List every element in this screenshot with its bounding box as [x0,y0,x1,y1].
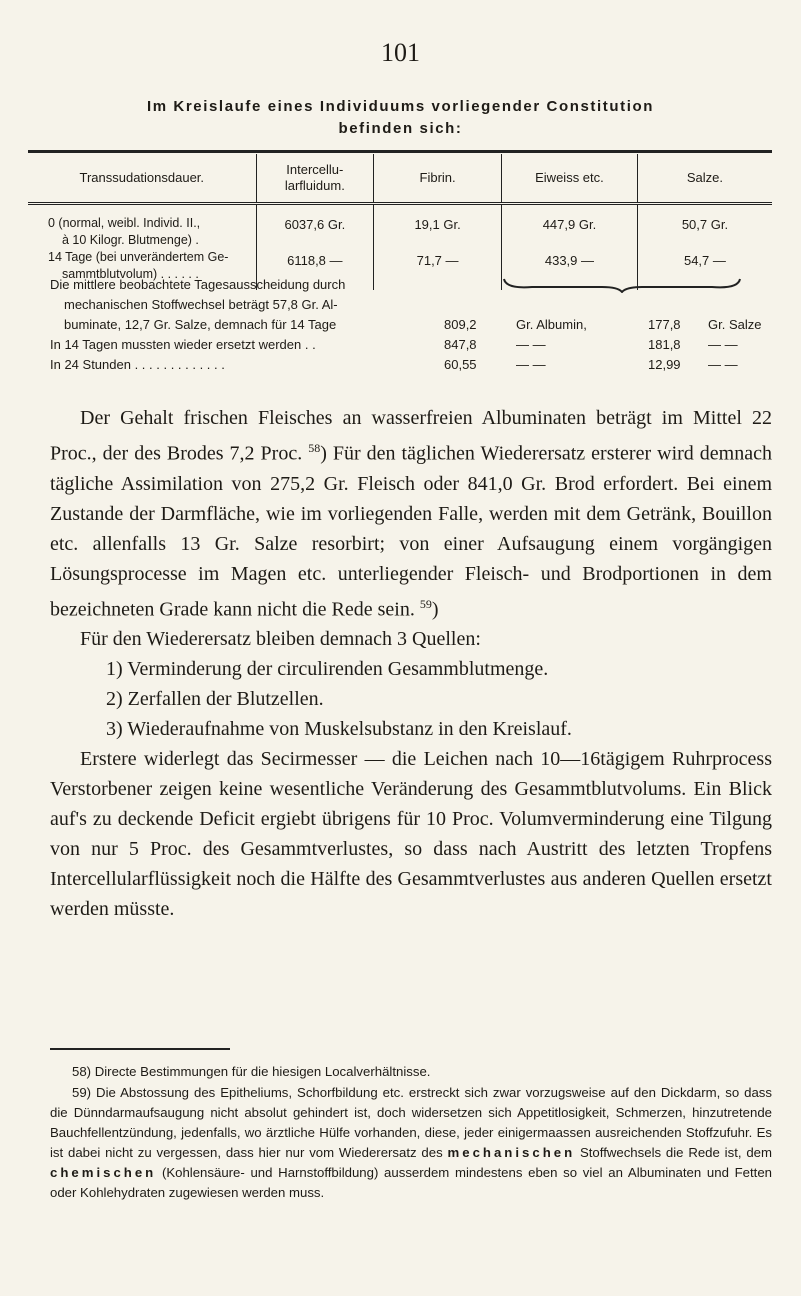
summary-row-label: In 24 Stunden . . . . . . . . . . . . . [50,357,225,372]
list-item: 1) Verminderung der circulirenden Gesammblutmenge. [106,658,549,681]
footnote-ref: 59 [419,596,432,611]
header-eiweiss: Eiweiss etc. [502,154,638,204]
footnote-rule [50,1048,230,1050]
header-salze: Salze. [637,154,772,204]
row-label-line: à 10 Kilogr. Blutmenge) . [62,233,199,247]
paragraph: Für den Wiederersatz bleiben demnach 3 Quellen: [80,628,481,651]
footnote-emphasis: chemischen [50,1165,157,1180]
table-top-rule [28,150,772,153]
footnote-58: 58) Directe Bestimmungen für die hiesigen Localverhältnisse. [72,1064,431,1079]
table-cell: 447,9 Gr. [542,217,597,232]
summary-row-label: In 14 Tagen mussten wieder ersetzt werden . . [50,337,316,352]
row-label-line: sammtblutvolum) . . . . . . [62,267,199,281]
summary-row [50,355,780,375]
row-label-line: 0 (normal, weibl. Individ. II., [48,216,201,230]
summary-albumin: 60,55 [444,357,477,372]
paragraph-text: ) Für den täglichen Wiederersatz ersterer wird demnach tägliche Assimilation von 275,2 Gr. Fleisch oder 841,0 Gr. Brod erfordert. Bei einem Zustande der Darmfläche, wie im vorliegenden Falle, werden mit dem Getränk, Bouillon etc. allenfalls 13 Gr. Salze resorbirt; von einer Aufsaugung einem vorgängigen Lösungsprocesse im Magen etc. unterliegender Fleisch- und Brodportionen in dem bezeichneten Grade kann nicht die Rede sein. [50,442,772,621]
table-cell: 71,7 — [416,253,459,268]
header-transsudationsdauer: Transsudationsdauer. [28,154,256,204]
footnote-emphasis: mechanischen [447,1145,576,1160]
intro-line-1: Im Kreislaufe eines Individuums vorliegender Constitution [146,98,655,115]
summary-row [50,315,780,335]
summary-salze: 177,8 [648,317,681,332]
summary-row [50,335,780,355]
summary-salze-unit: — — [708,337,738,352]
body-text [50,403,772,924]
paragraph-text: Der Gehalt frischen Fleisches an wasserfreien Albuminaten beträgt im Mittel 22 Proc., der des Brodes 7,2 Proc. [50,407,772,465]
summary-albumin: 847,8 [444,337,477,352]
header-fibrin: Fibrin. [374,154,502,204]
table-cell: 50,7 Gr. [681,217,729,232]
table-intro [0,96,801,140]
intro-line-2: befinden sich: [338,120,463,137]
summary-salze: 12,99 [648,357,681,372]
list-item: 3) Wiederaufnahme von Muskelsubstanz in den Kreislauf. [106,718,572,741]
footnotes [50,1062,772,1204]
summary-block [50,275,780,375]
row-label-line: 14 Tage (bei unverändertem Ge- [48,250,229,264]
summary-salze-unit: — — [708,357,738,372]
footnote-ref: 58 [308,441,321,455]
list-item: 2) Zerfallen der Blutzellen. [106,688,324,711]
table-cell: 433,9 — [544,253,595,268]
transsudation-table [28,154,772,290]
paragraph: Erstere widerlegt das Secirmesser — die Leichen nach 10—16tägigem Ruhrprocess Verstorbener zeigen keine wesentliche Veränderung des Gesammtblutvolums. Ein Blick auf's zu deckende Deficit ergiebt übrigens für 10 Proc. Volumverminderung eine Tilgung von nur 5 Proc. des Gesammtverlustes, so dass nach Austritt des letzten Tropfens Intercellularflüssigkeit noch die Hälfte des Gesammtverlustes aus anderen Quellen ersetzt werden müsste. [50,748,772,921]
table-cell: 54,7 — [683,253,726,268]
summary-row-label: buminate, 12,7 Gr. Salze, demnach für 14 Tage [64,317,337,332]
page-number: 101 [381,38,420,67]
paragraph [50,403,772,624]
table-cell: 19,1 Gr. [414,217,461,232]
summary-albumin-unit: Gr. Albumin, [516,317,587,332]
summary-salze: 181,8 [648,337,681,352]
footnote-text: (Kohlensäure- und Harnstoffbildung) ausserdem mindestens eben so viel an Albuminaten und Fetten oder Kohlehydraten zugewiesen werden muss. [50,1165,772,1200]
header-intercellularfluidum: Intercellu- larfluidum. [256,154,374,204]
table-header-row [28,154,772,204]
footnote-59 [50,1083,772,1203]
summary-albumin: 809,2 [444,317,477,332]
table-cell: 6037,6 Gr. [284,217,346,232]
footnote-text: Stoffwechsels die Rede ist, dem [579,1145,772,1160]
summary-intro-line: mechanischen Stoffwechsel beträgt 57,8 Gr. Al- [64,297,338,312]
paragraph-text: ) [431,598,439,621]
table-cell: 6118,8 — [287,253,343,268]
footnote-text: 59) Die Abstossung des Epitheliums, Schorfbildung etc. erstreckt sich zwar vorzugsweise auf den Dickdarm, so dass die Dünndarmaufsaugung nicht absolut gehindert ist, doch widersetzen sich Appetitlosigkeit, Schmerzen, hinzutretende Bauchfellentzündung, jedenfalls, wo ärztliche Hülfe vorhanden, diese, jeder einigermaassen ausreichenden Stoffzufuhr. Es ist dabei nicht zu vergessen, dass hier nur vom Wiederersatz des [50,1085,772,1160]
summary-intro-line: Die mittlere beobachtete Tagesausscheidung durch [50,277,346,292]
summary-albumin-unit: — — [516,357,546,372]
summary-albumin-unit: — — [516,337,546,352]
summary-salze-unit: Gr. Salze [708,317,762,332]
